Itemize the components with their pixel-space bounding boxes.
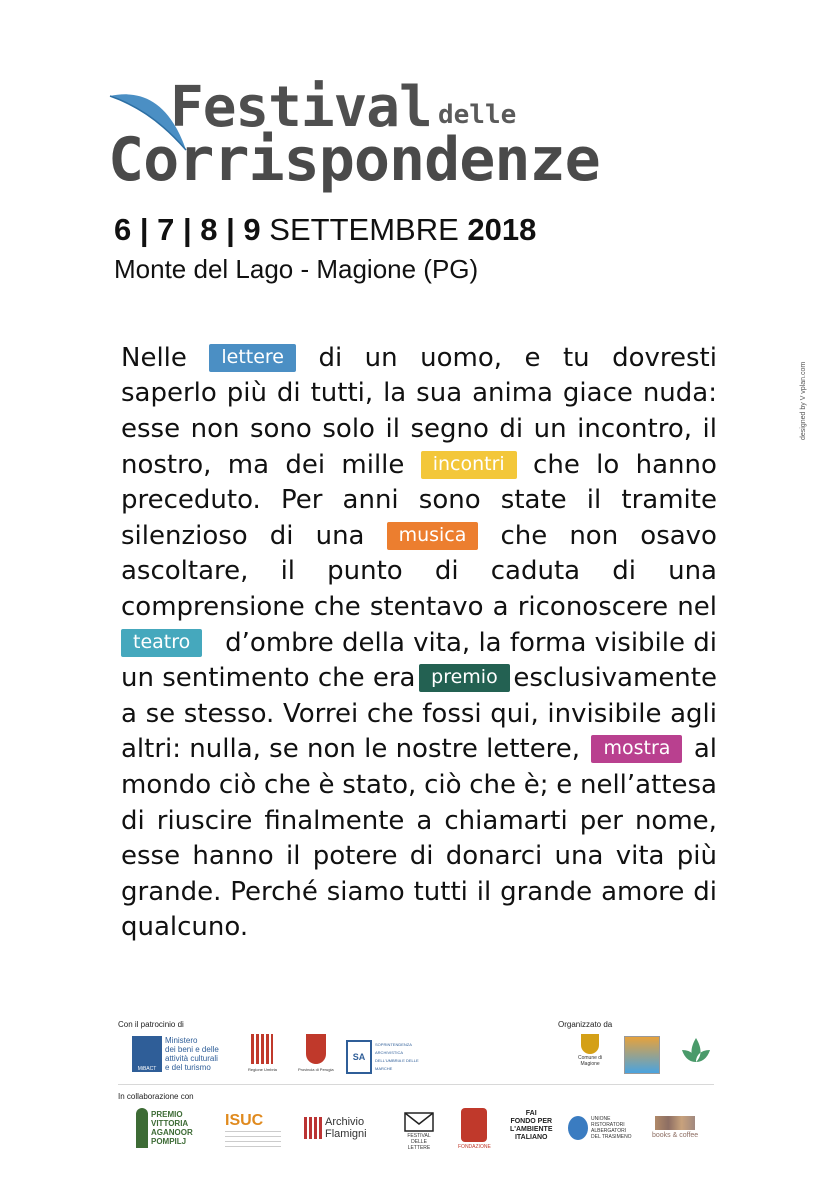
letter-line: a se stesso. Vorrei che fossi qui, invisibile agli (121, 698, 717, 729)
premio-mark (136, 1108, 148, 1148)
patrocinio-label: Con il patrocinio di (118, 1020, 184, 1029)
sabap-mark: SA (346, 1040, 372, 1074)
letter-line: grande. Perché siamo tutti il grande amore di (121, 876, 717, 907)
event-place: Monte del Lago - Magione (PG) (114, 254, 479, 284)
lotus-logo (678, 1034, 714, 1070)
fondazione-mark (461, 1108, 487, 1142)
letter-line: teatro d’ombre della vita, la forma visibile di (121, 625, 717, 661)
isuc-logo: ISUC (225, 1112, 281, 1151)
tag-mostra: mostra (591, 735, 682, 763)
festival-lettere-logo: FESTIVAL DELLE LETTERE (404, 1112, 434, 1151)
event-dates (114, 212, 536, 248)
premio-vittoria-logo: PREMIO VITTORIA AGANOOR POMPILJ (136, 1108, 193, 1148)
letter-line: un sentimento che era premio esclusivamente (121, 663, 717, 694)
letter-line: comprensione che stentavo a riconoscere nel (121, 591, 717, 622)
dates-year: 2018 (467, 212, 537, 247)
letter-line: altri: nulla, se non le nostre lettere, mostra al (121, 734, 717, 765)
logo-festival-word: Festival (170, 75, 432, 140)
sabap-logo: SA SOPRINTENDENZA ARCHIVISTICA DELL'UMBRIA E DELLE MARCHE (346, 1040, 419, 1074)
logo-corrispondenze-word: Corrispondenze (108, 125, 600, 195)
tag-musica: musica (387, 522, 479, 550)
letter-line: ascoltare, il punto di caduta di una (121, 556, 717, 587)
letter-line: saperlo più di tutti, la sua anima giace nuda: (121, 378, 717, 409)
letter-line: silenzioso di una musica che non osavo (121, 520, 717, 551)
footer-divider (118, 1084, 714, 1085)
unione-logo: UNIONE RISTORATORI ALBERGATORI DEL TRASIMENO (568, 1116, 632, 1140)
dates-numbers: 6 | 7 | 8 | 9 (114, 212, 261, 247)
letter-line: esse hanno il potere di donarci una vita più (121, 841, 717, 872)
mibact-logo: MiBACT Ministero dei beni e delle attività culturali e del turismo (132, 1036, 219, 1072)
tag-premio: premio (419, 664, 510, 692)
regione-mark (251, 1034, 273, 1064)
letter-line: mondo ciò che è stato, ciò che è; e nell’attesa (121, 769, 717, 800)
tag-lettere: lettere (209, 344, 296, 372)
letter-line: esse non sono solo il segno di un incontro, il (121, 413, 717, 444)
festival-logo (108, 75, 668, 195)
designer-credit: designed by V vplan.com (800, 361, 807, 440)
letter-line: nostro, ma dei mille incontri che lo hanno (121, 449, 717, 480)
dates-month: SETTEMBRE (269, 212, 459, 247)
fai-logo: FAI FONDO PER L'AMBIENTE ITALIANO (510, 1110, 553, 1141)
logo-delle-word: delle (438, 100, 517, 130)
envelope-icon (404, 1112, 434, 1132)
mibact-mark: MiBACT (132, 1036, 162, 1072)
unione-mark (568, 1116, 588, 1140)
tag-teatro: teatro (121, 629, 202, 657)
letter-line: di riuscire finalmente a chiamarti per nome, (121, 805, 717, 836)
regione-logo: Regione Umbria (248, 1034, 277, 1074)
provincia-mark (306, 1034, 326, 1064)
books-coffee-logo: books & coffee (652, 1116, 698, 1140)
archivio-mark (304, 1117, 322, 1139)
tag-incontri: incontri (421, 451, 517, 479)
organizer-poster-logo (624, 1036, 660, 1074)
provincia-logo: Provincia di Perugia (298, 1034, 334, 1074)
fondazione-logo: FONDAZIONE (458, 1108, 491, 1151)
archivio-flamigni-logo: Archivio Flamigni (304, 1116, 367, 1140)
letter-line: preceduto. Per anni sono state il tramite (121, 485, 717, 516)
letter-line: Nelle lettere di un uomo, e tu dovresti (121, 342, 717, 373)
books-mark (655, 1116, 695, 1130)
letter-line: qualcuno. (121, 912, 249, 943)
organizzato-label: Organizzato da (558, 1020, 613, 1029)
comune-mark (581, 1034, 599, 1054)
letter-text (121, 340, 717, 945)
collaborazione-label: In collaborazione con (118, 1092, 194, 1101)
comune-logo: Comune di Magione (578, 1034, 602, 1067)
